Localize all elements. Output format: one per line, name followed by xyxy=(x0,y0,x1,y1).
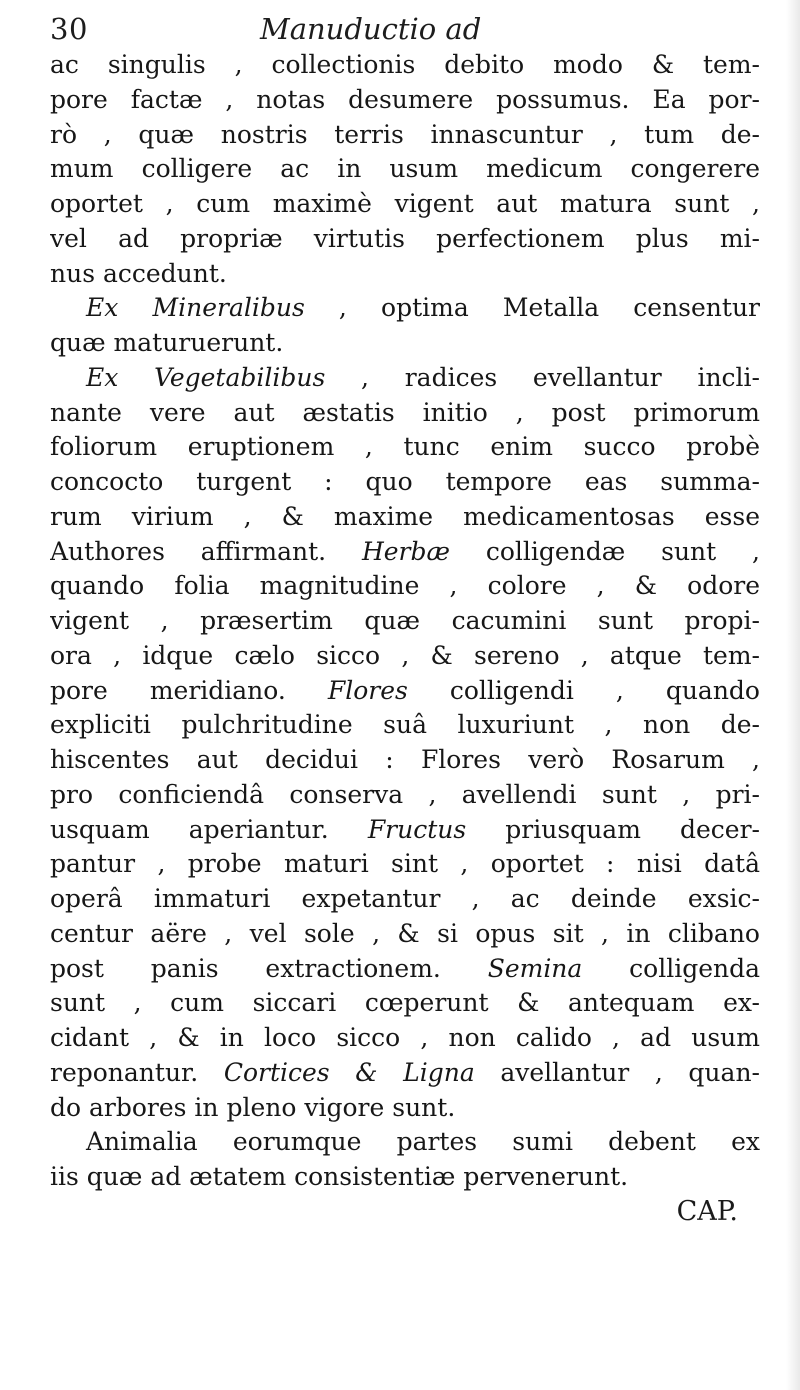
text-line xyxy=(50,361,760,396)
text-line xyxy=(50,535,760,570)
text-segment: pore meridiano. xyxy=(50,675,328,705)
text-line: pore factæ , notas desumere possumus. Ea por- xyxy=(50,84,760,114)
text-line: cidant , & in loco sicco , non calido , ad usum xyxy=(50,1023,760,1052)
italic-term-herbae: Herbæ xyxy=(361,536,450,566)
text-segment: , radices evellantur incli- xyxy=(325,362,760,392)
text-segment: post panis extractionem. xyxy=(50,953,488,983)
text-line xyxy=(50,813,760,848)
text-line: nante vere aut æstatis initio , post primorum xyxy=(50,397,760,427)
italic-term-semina: Semina xyxy=(487,953,583,983)
text-line: Animalia eorumque partes sumi debent ex xyxy=(86,1127,760,1157)
text-line: rum virium , & maxime medicamentosas esse xyxy=(50,501,760,531)
text-line xyxy=(50,1056,760,1091)
text-line: quæ maturuerunt. xyxy=(50,328,284,357)
text-line: nus accedunt. xyxy=(50,258,227,288)
text-line xyxy=(50,291,760,326)
text-line: operâ immaturi expetantur , ac deinde exsic- xyxy=(50,884,760,913)
text-line: iis quæ ad ætatem consistentiæ pervenerunt. xyxy=(50,1162,629,1191)
text-line: ora , idque cælo sicco , & sereno , atque tem- xyxy=(50,640,760,670)
text-line: vigent , præsertim quæ cacumini sunt propi- xyxy=(50,606,760,635)
text-line: mum colligere ac in usum medicum congerere xyxy=(50,154,760,184)
text-line: foliorum eruptionem , tunc enim succo probè xyxy=(50,432,760,462)
text-line: pro conficiendâ conserva , avellendi sunt , pri- xyxy=(50,779,760,809)
text-line: centur aëre , vel sole , & si opus sit , in clibano xyxy=(50,918,760,948)
text-line: expliciti pulchritudine suâ luxuriunt , non de- xyxy=(50,710,760,740)
text-line: vel ad propriæ virtutis perfectionem plus mi- xyxy=(50,223,760,253)
italic-term-flores: Flores xyxy=(327,675,408,705)
text-line xyxy=(50,674,760,709)
running-head: Manuductio ad xyxy=(260,12,482,46)
text-line: ac singulis , collectionis debito modo & tem- xyxy=(50,50,760,79)
text-segment: usquam aperiantur. xyxy=(50,814,368,844)
text-segment: priusquam decer- xyxy=(466,814,760,844)
page-number: 30 xyxy=(50,12,88,46)
text-segment: colligendi , quando xyxy=(407,675,760,705)
body-text xyxy=(50,48,760,1230)
italic-term-cortices-ligna: Cortices & Ligna xyxy=(223,1057,475,1087)
text-segment: reponantur. xyxy=(50,1057,224,1087)
text-segment: Authores affirmant. xyxy=(50,536,362,566)
text-line xyxy=(50,952,760,987)
text-segment: colligendæ sunt , xyxy=(450,536,760,566)
text-segment: colligenda xyxy=(582,953,760,983)
text-line: rò , quæ nostris terris innascuntur , tum de- xyxy=(50,119,760,149)
text-segment: avellantur , quan- xyxy=(474,1057,760,1087)
text-segment: , optima Metalla censentur xyxy=(304,293,760,323)
italic-term-fructus: Fructus xyxy=(367,814,467,844)
italic-term-vegetabilibus: Ex Vegetabilibus xyxy=(86,362,326,392)
text-line: sunt , cum siccari cœperunt & antequam ex- xyxy=(50,988,760,1018)
text-line: pantur , probe maturi sint , oportet : nisi datâ xyxy=(50,849,760,879)
catchword: CAP. xyxy=(676,1195,738,1227)
page-edge-shadow xyxy=(786,0,800,1390)
italic-term-mineralibus: Ex Mineralibus xyxy=(86,293,305,323)
page-header xyxy=(50,6,740,46)
text-line: do arbores in pleno vigore sunt. xyxy=(50,1092,456,1122)
text-line: concocto turgent : quo tempore eas summa- xyxy=(50,467,760,496)
text-line: hiscentes aut decidui : Flores verò Rosarum , xyxy=(50,745,760,774)
text-line: quando folia magnitudine , colore , & odore xyxy=(50,571,760,601)
text-line: oportet , cum maximè vigent aut matura sunt , xyxy=(50,189,760,218)
